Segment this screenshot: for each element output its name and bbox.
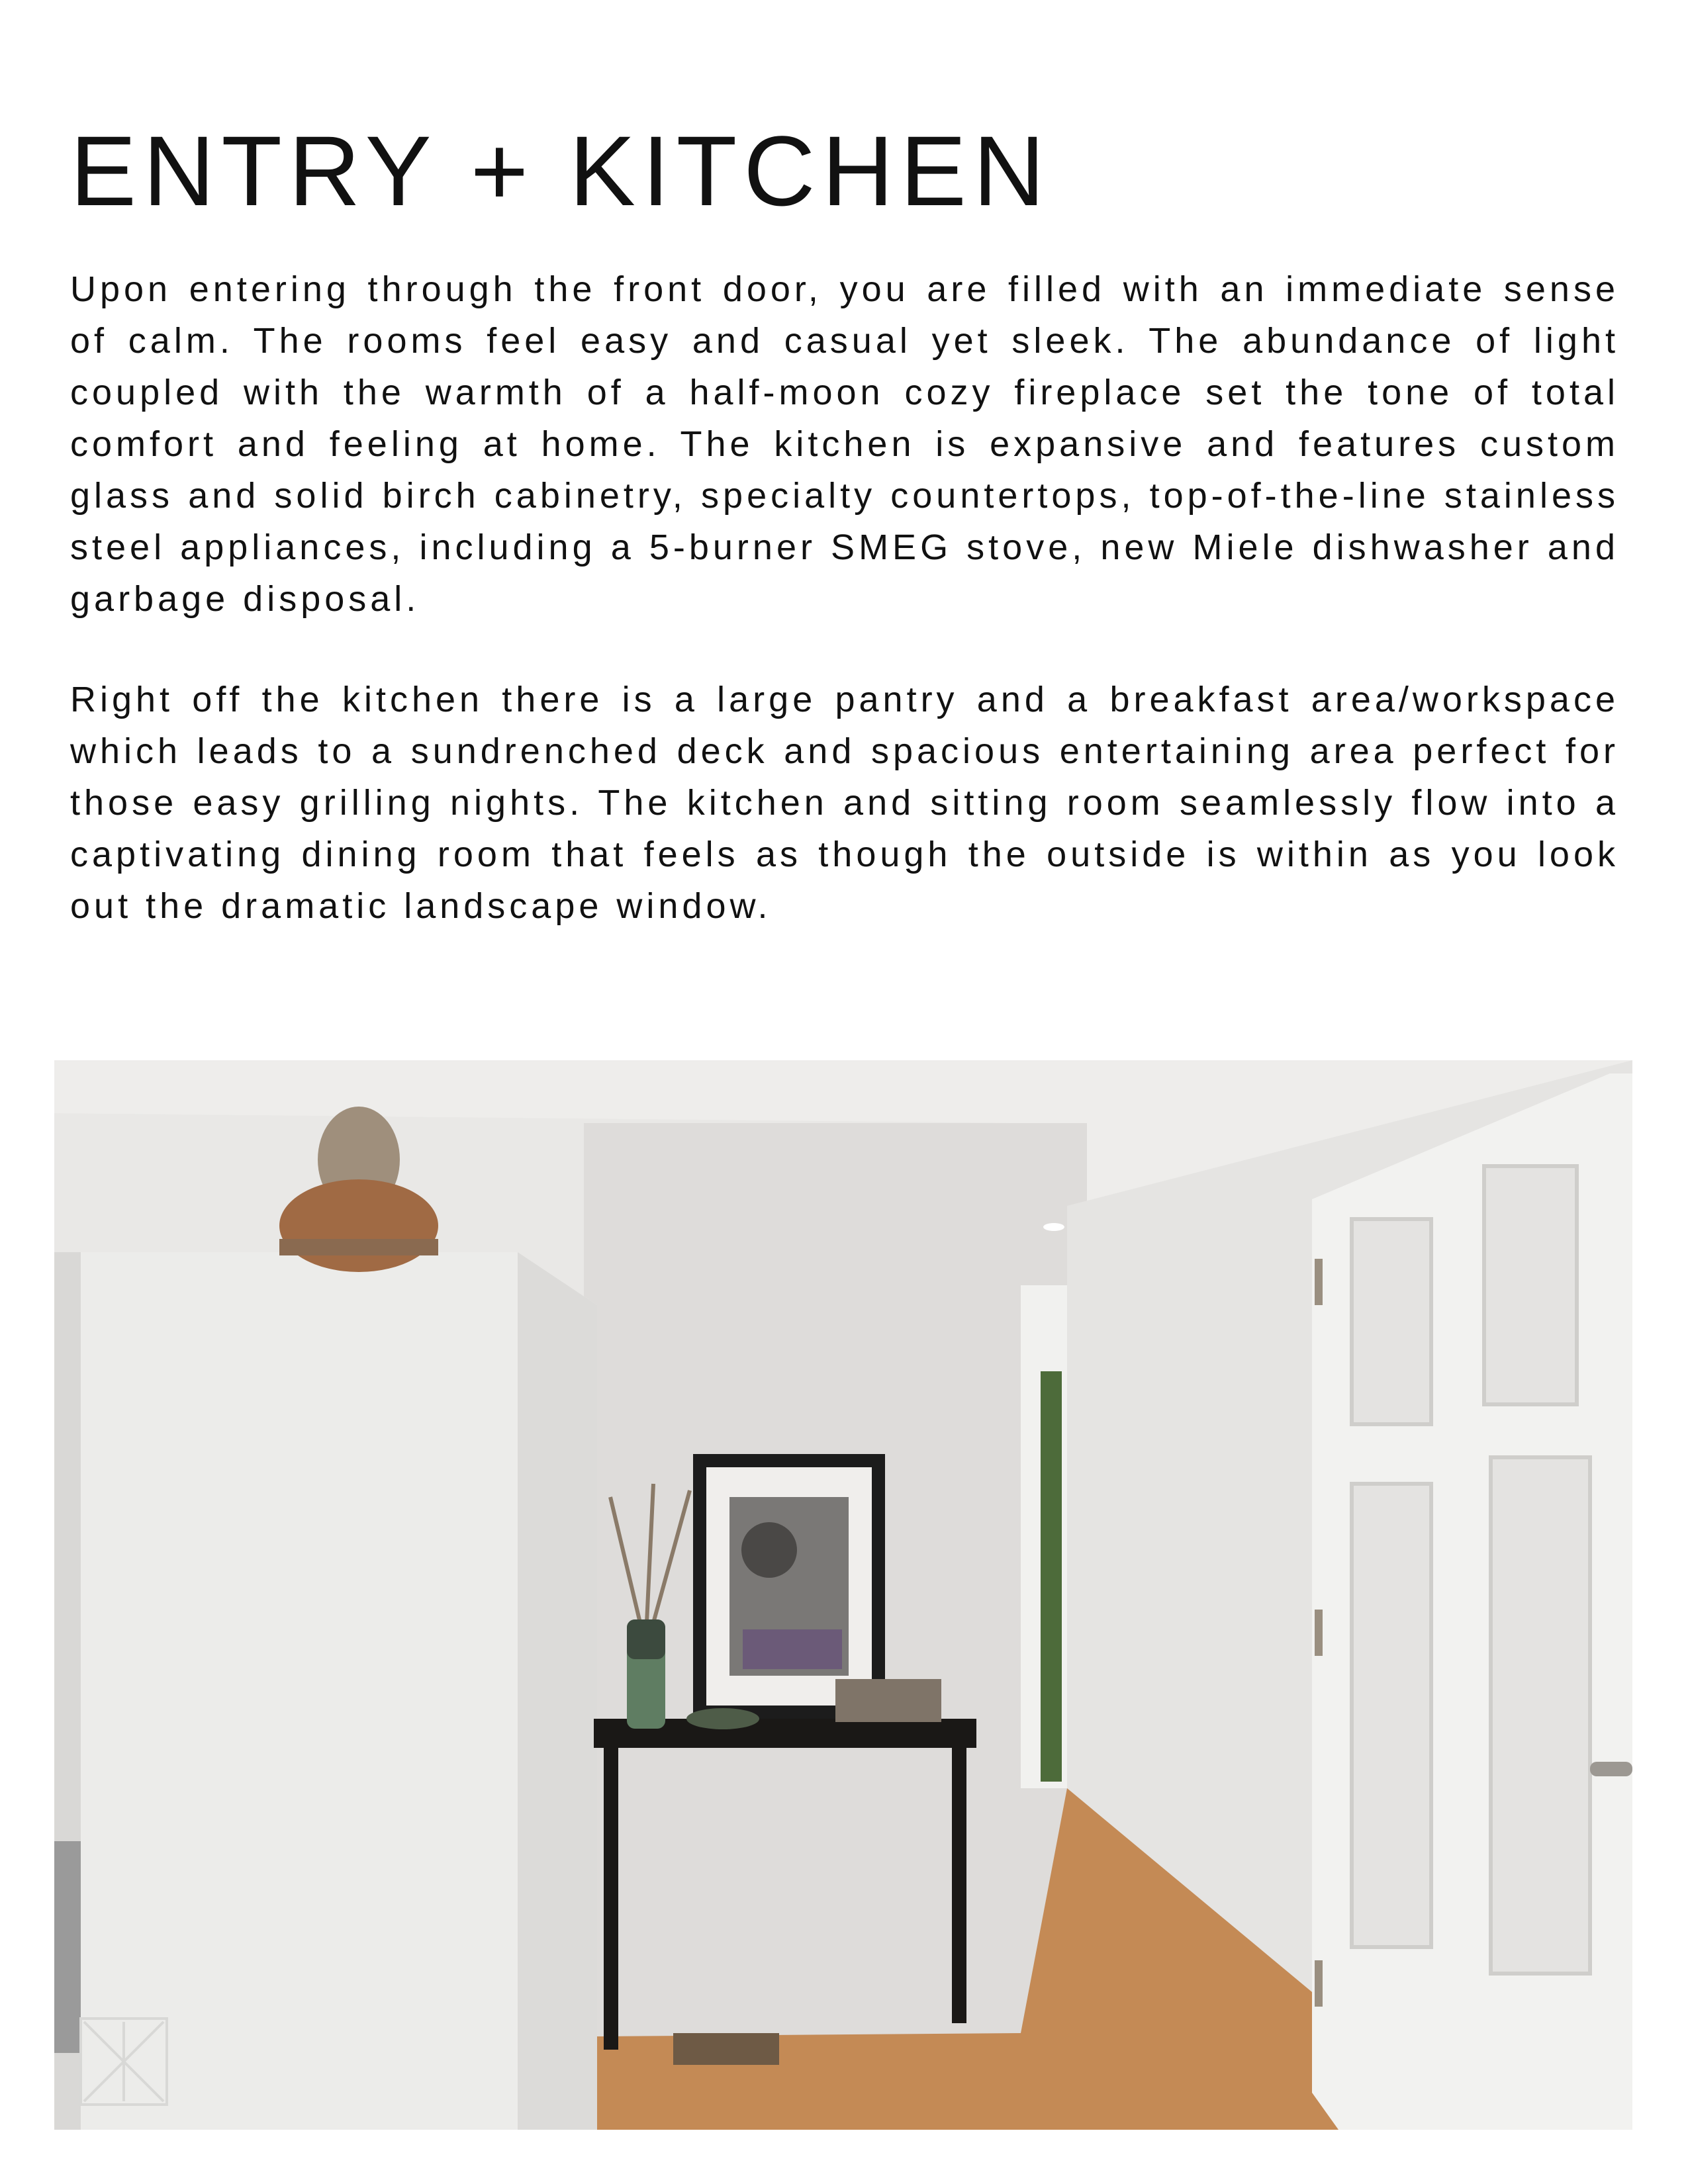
decorative-box bbox=[835, 1679, 941, 1722]
entry-hallway-photo bbox=[54, 1060, 1632, 2130]
entry-hallway-illustration bbox=[54, 1060, 1632, 2130]
ceiling-light bbox=[1043, 1223, 1064, 1231]
hallway-window bbox=[1041, 1371, 1062, 1782]
page-title: ENTRY + KITCHEN bbox=[70, 115, 1052, 226]
floor-vent bbox=[673, 2033, 779, 2065]
second-paragraph: Right off the kitchen there is a large pantry and a breakfast area/workspace which leads to a sundrenched deck and spacious entertaining area perfect for those easy grilling nights. The kitchen and sitting room seamlessly flow into a captivating dining room that feels as though the outside is within as you look out the dramatic landscape window. bbox=[70, 680, 1619, 926]
door-handle bbox=[1590, 1762, 1632, 1776]
bowl bbox=[686, 1708, 759, 1729]
intro-paragraph: Upon entering through the front door, you are filled with an immediate sense of calm. The rooms feel easy and casual yet sleek. The abundance of light coupled with the warmth of a half-moon cozy fireplace set the tone of total comfort and feeling at home. The kitchen is expansive and features custom glass and solid birch cabinetry, specialty countertops, top-of-the-line stainless steel appliances, including a 5-burner SMEG stove, new Miele dishwasher and garbage disposal. bbox=[70, 269, 1619, 619]
door bbox=[1312, 1073, 1632, 2130]
